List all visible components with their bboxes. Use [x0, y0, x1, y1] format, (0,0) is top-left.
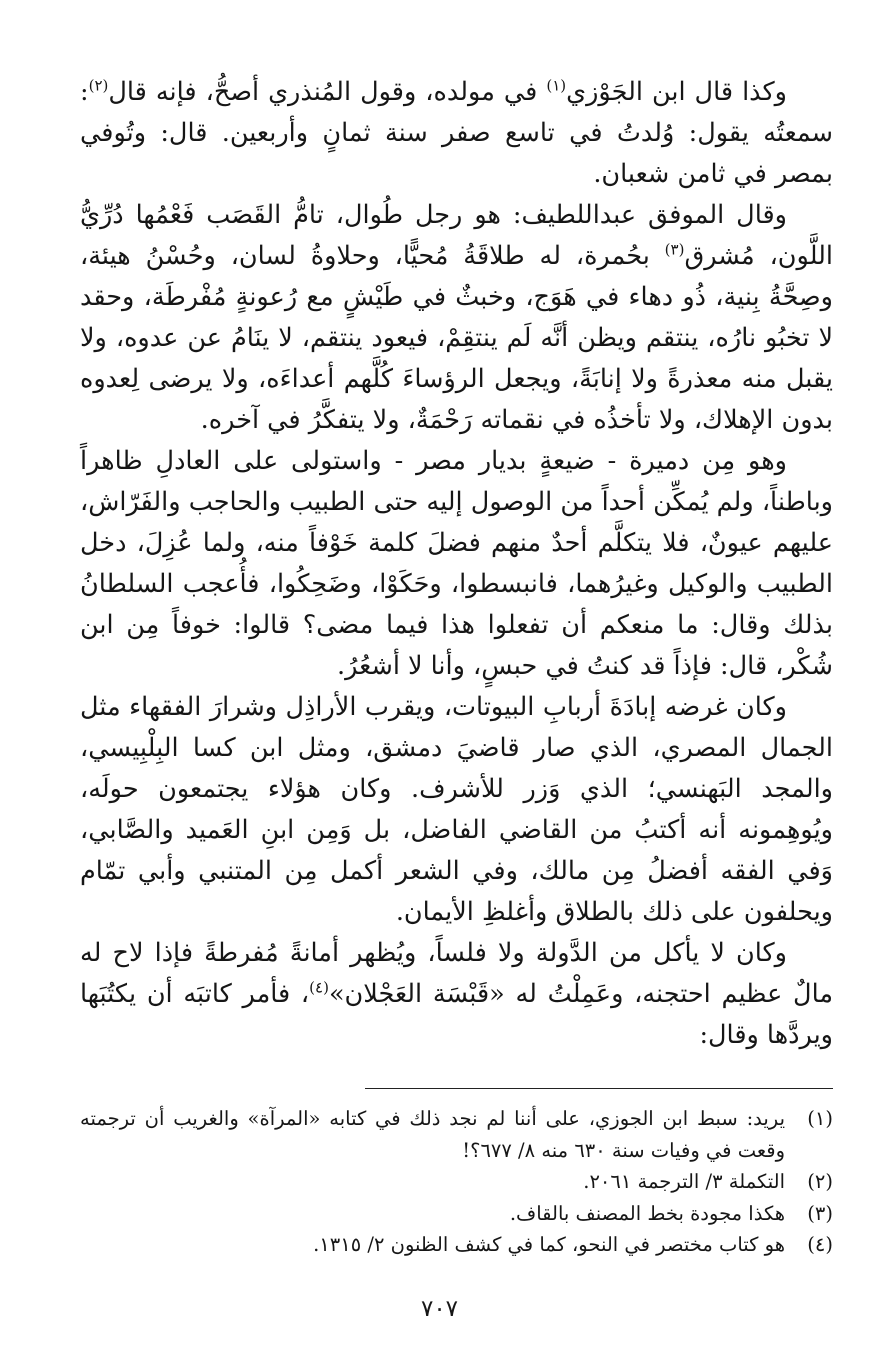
footnote-number: (٣)	[807, 1201, 833, 1225]
footnote-text: التكملة ٣/ الترجمة ٢٠٦١.	[583, 1170, 785, 1193]
text-run: : سمعتُه يقول: وُلدتُ في تاسع صفر سنة ثمانٍ وأربعين. قال: وتُوفي بمصر في ثامن شعبان.	[80, 77, 833, 189]
text-run: وقال الموفق عبداللطيف: هو رجل طُوال، تامُّ القَصَب فَعْمُها دُرِّيُّ اللَّون، مُشرق	[80, 200, 834, 271]
text-run: ، فأمر كاتبَه أن يكتُبَها ويردَّها وقال:	[80, 979, 833, 1050]
footnote-ref-4: (٤)	[309, 978, 329, 997]
footnote-number: (٤)	[807, 1233, 833, 1256]
footnote-ref-1: (١)	[546, 76, 567, 95]
footnote-text: هو كتاب مختصر في النحو، كما في كشف الظنون ٢/ ١٣١٥.	[313, 1233, 785, 1256]
paragraph-4	[80, 687, 833, 933]
paragraph-2	[80, 195, 833, 441]
footnote-divider	[365, 1088, 833, 1089]
footnote-text: هكذا مجودة بخط المصنف بالقاف.	[509, 1201, 785, 1225]
footnote-2	[80, 1166, 833, 1198]
footnote-4	[80, 1229, 833, 1261]
main-text	[80, 72, 833, 1056]
text-run: وكان لا يأكل من الدَّولة ولا فلساً، ويُظهر أمانةً مُفرطةً فإذا لاح له مالٌ عظيم احتجنه، وعَمِلْتُ له «قَبْسَة العَجْلان»	[80, 938, 833, 1009]
text-run: بحُمرة، له طلاقَةُ مُحيًّا، وحلاوةُ لسان، وحُسْنُ هيئة، وصِحَّةُ بِنية، ذُو دهاء في هَوَج، وخبثٌ في طَيْشٍ مع رُعونةٍ مُفْرطَة، وحقد لا تخبُو نارُه، ينتقم ويظن أنَّه لَم ينتقِمْ، فيعود ينتقم، لا ينَامُ عن عدوه، ولا يقبل منه معذرةً ولا إنابَةً، ويجعل الرؤساءَ كُلَّهم أعداءَه، ولا يرضى لِعدوه بدون الإهلاك، ولا تأخذُه في نقماته رَحْمَةٌ، ولا يتفكَّرُ في آخره.	[80, 241, 833, 435]
paragraph-1	[80, 72, 833, 195]
footnote-3	[80, 1198, 833, 1230]
paragraph-3	[80, 441, 833, 687]
text-run: وهو مِن دميرة - ضيعةٍ بديار مصر - واستولى على العادلِ ظاهراً وباطناً، ولم يُمكِّن أحداً من الوصول إليه حتى الطبيب والحاجب والفَرّاش، عليهم عيونٌ، فلا يتكلَّم أحدٌ منهم فضلَ كلمة خَوْفاً منه، ولما عُزِلَ، دخل الطبيب والوكيل وغيرُهما، فانبسطوا، وحَكَوْا، وضَحِكُوا، فأُعجب السلطانُ بذلك وقال: ما منعكم أن تفعلوا هذا فيما مضى؟ قالوا: خوفاً مِن ابن شُكْر، قال: فإذاً قد كنتُ في حبسٍ، وأنا لا أشعُرُ.	[80, 446, 833, 681]
text-run: في مولده، وقول المُنذري أصحُّ، فإنه قال	[108, 77, 547, 107]
footnote-ref-3: (٣)	[664, 240, 685, 259]
text-run: وكذا قال ابن الجَوْزي	[566, 77, 787, 107]
footnote-1	[80, 1103, 833, 1166]
text-run: وكان غرضه إبادَةَ أربابِ البيوتات، ويقرب الأراذِل وشرارَ الفقهاء مثل الجمال المصري، الذي صار قاضيَ دمشق، ومثل ابن كسا البِلْبِيسي، والمجد البَهنسي؛ الذي وَزر للأشرف. وكان هؤلاء يجتمعون حولَه، ويُوهِمونه أنه أكتبُ من القاضي الفاضل، بل وَمِن ابنِ العَميد والصَّابي، وَفي الفقه أفضلُ مِن مالك، وفي الشعر أكمل مِن المتنبي وأبي تمّام ويحلفون على ذلك بالطلاق وأغلظِ الأيمان.	[80, 692, 833, 927]
paragraph-5	[80, 933, 833, 1056]
page-number: ٧٠٧	[420, 1296, 459, 1322]
footnote-number: (١)	[807, 1107, 833, 1130]
footnote-text: يريد: سبط ابن الجوزي، على أننا لم نجد ذلك في كتابه «المرآة» والغريب أن ترجمته وقعت في وفيات سنة ٦٣٠ منه ٨/ ٦٧٧؟!	[80, 1107, 785, 1162]
footnote-ref-2: (٢)	[88, 76, 109, 95]
footnote-number: (٢)	[807, 1170, 833, 1193]
footnotes	[80, 1103, 833, 1261]
